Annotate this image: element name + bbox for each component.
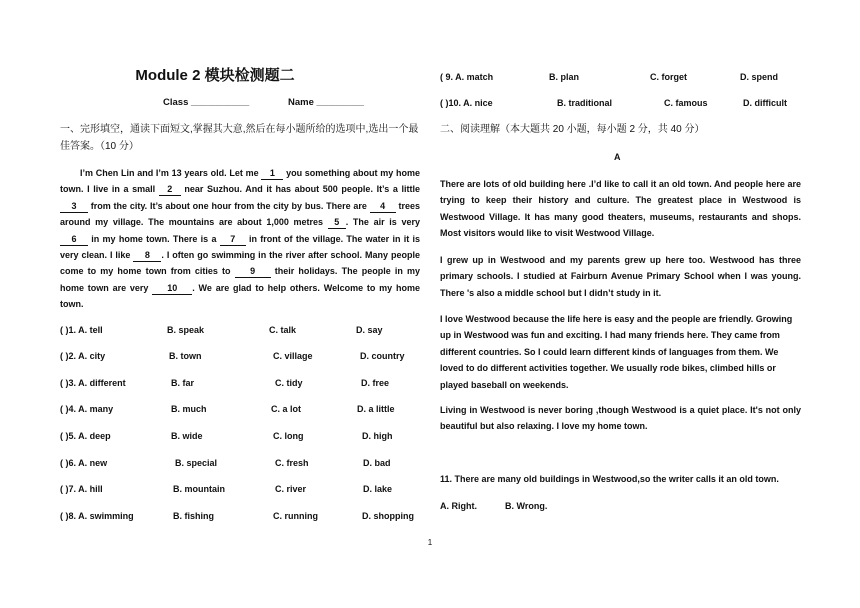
passage-text: their holidays. The people in my home town are very xyxy=(60,266,420,293)
blank-10: 10 xyxy=(152,283,192,295)
blank-6: 6 xyxy=(60,234,88,246)
question-stem: ( )10. A. nice xyxy=(440,98,493,108)
blank-1: 1 xyxy=(261,168,283,180)
option-c: C. a lot xyxy=(271,404,302,414)
option-c: C. fresh xyxy=(275,458,309,468)
question-stem: ( )7. A. hill xyxy=(60,484,103,494)
question-stem: ( )4. A. many xyxy=(60,404,114,414)
blank-2: 2 xyxy=(159,184,181,196)
passage-text: . The air is very xyxy=(345,217,421,228)
option-d: D. lake xyxy=(363,484,393,494)
option-b: B. fishing xyxy=(173,511,214,521)
question-11: 11. There are many old buildings in Westwood,so the writer calls it an old town. xyxy=(440,474,779,484)
option-b: B. mountain xyxy=(173,484,225,494)
option-d: D. free xyxy=(361,378,390,388)
question-stem: ( )8. A. swimming xyxy=(60,511,134,521)
passage-a-label: A xyxy=(614,152,621,162)
section2-heading: 二、阅读理解（本大题共 20 小题，每小题 2 分，共 40 分） xyxy=(440,124,705,135)
option-d: D. difficult xyxy=(743,98,787,108)
option-c: C. river xyxy=(275,484,307,494)
reading-paragraph: Living in Westwood is never boring ,though Westwood is a quiet place. It's not only beautiful but also relaxing. I love my home town. xyxy=(440,405,801,432)
option-c: C. long xyxy=(273,431,304,441)
passage-text: near Suzhou. And it has about 500 people. It’s a little xyxy=(180,184,420,195)
option-b: B. traditional xyxy=(557,98,613,108)
option-c: C. talk xyxy=(269,325,297,335)
passage-text: . We are glad to help others. Welcome to my home town. xyxy=(60,282,420,310)
blank-8: 8 xyxy=(133,250,161,262)
passage-text: trees around my village. The mountains are about 1,000 metres xyxy=(60,200,420,228)
blank-4: 4 xyxy=(370,201,396,213)
blank-9: 9 xyxy=(235,266,271,278)
section1-heading: 一、完形填空，通读下面短文,掌握其大意,然后在每小题所给的选项中,选出一个最佳答案。（10 分） xyxy=(60,124,419,152)
passage-text: in my home town. There is a xyxy=(88,233,220,244)
option-c: C. tidy xyxy=(275,378,303,388)
option-b: B. special xyxy=(175,458,218,468)
question-stem: ( )5. A. deep xyxy=(60,431,111,441)
option-d: D. shopping xyxy=(362,511,414,521)
option-d: D. high xyxy=(362,431,393,441)
class-field: Class ___________ xyxy=(163,97,250,108)
reading-paragraph: I grew up in Westwood and my parents grew up here too. Westwood has three primary schools. I studied at Fairburn Avenue Primary School when I was young. There 's also a middle school but I didn’t study in it. xyxy=(440,255,801,298)
option-b: B. plan xyxy=(549,72,580,82)
cloze-passage xyxy=(60,165,420,313)
reading-paragraph: There are lots of old building here .I’d like to call it an old town. And people here are trying to keep their history and culture. The greatest place in Westwood is Westwood Village. It has many good theaters, museums, restaurants and shops. Most visitors would like to visit Westwood Village. xyxy=(440,179,801,239)
option-c: C. village xyxy=(273,351,313,361)
page-title: Module 2 模块检测题二 xyxy=(135,67,295,84)
option-d: D. bad xyxy=(363,458,391,468)
page-number: 1 xyxy=(427,538,433,547)
option-c: C. running xyxy=(273,511,318,521)
passage-text: you something about my home town. I live in a small xyxy=(60,168,420,195)
option-b: B. Wrong. xyxy=(505,501,548,511)
option-b: B. wide xyxy=(171,431,203,441)
passage-text: I’m Chen Lin and I’m 13 years old. Let me xyxy=(80,168,262,178)
question-stem: ( )3. A. different xyxy=(60,378,126,388)
reading-paragraph: I love Westwood because the life here is easy and the people are friendly. Growing up in Westwood was fun and exciting. I had many friends here. They came from different countries. So I could learn different kinds of languages from them. We loved to do different activities together. We usually rode bikes, climbed hills or played baseball on weekends. xyxy=(440,314,793,390)
option-c: C. famous xyxy=(664,98,708,108)
passage-text: . I often go swimming in the river after school. Many people come to my home town from cities to xyxy=(60,250,420,277)
passage-text: from the city. It’s about one hour from the city by bus. There are xyxy=(88,200,370,211)
question-stem: ( 9. A. match xyxy=(440,72,494,82)
question-stem: ( )2. A. city xyxy=(60,351,106,361)
blank-5: 5 xyxy=(328,217,346,229)
option-d: D. spend xyxy=(740,72,779,82)
question-stem: ( )1. A. tell xyxy=(60,325,103,335)
option-d: D. a little xyxy=(357,404,395,414)
option-a: A. Right. xyxy=(440,501,477,511)
option-b: B. town xyxy=(169,351,202,361)
option-d: D. country xyxy=(360,351,405,361)
blank-7: 7 xyxy=(220,234,246,246)
option-b: B. much xyxy=(171,404,207,414)
blank-3: 3 xyxy=(60,201,88,213)
passage-text: in front of the village. The water in it is very clean. I like xyxy=(60,233,420,261)
option-b: B. speak xyxy=(167,325,205,335)
option-b: B. far xyxy=(171,378,195,388)
option-c: C. forget xyxy=(650,72,687,82)
question-stem: ( )6. A. new xyxy=(60,458,108,468)
option-d: D. say xyxy=(356,325,383,335)
name-field: Name _________ xyxy=(288,97,365,108)
